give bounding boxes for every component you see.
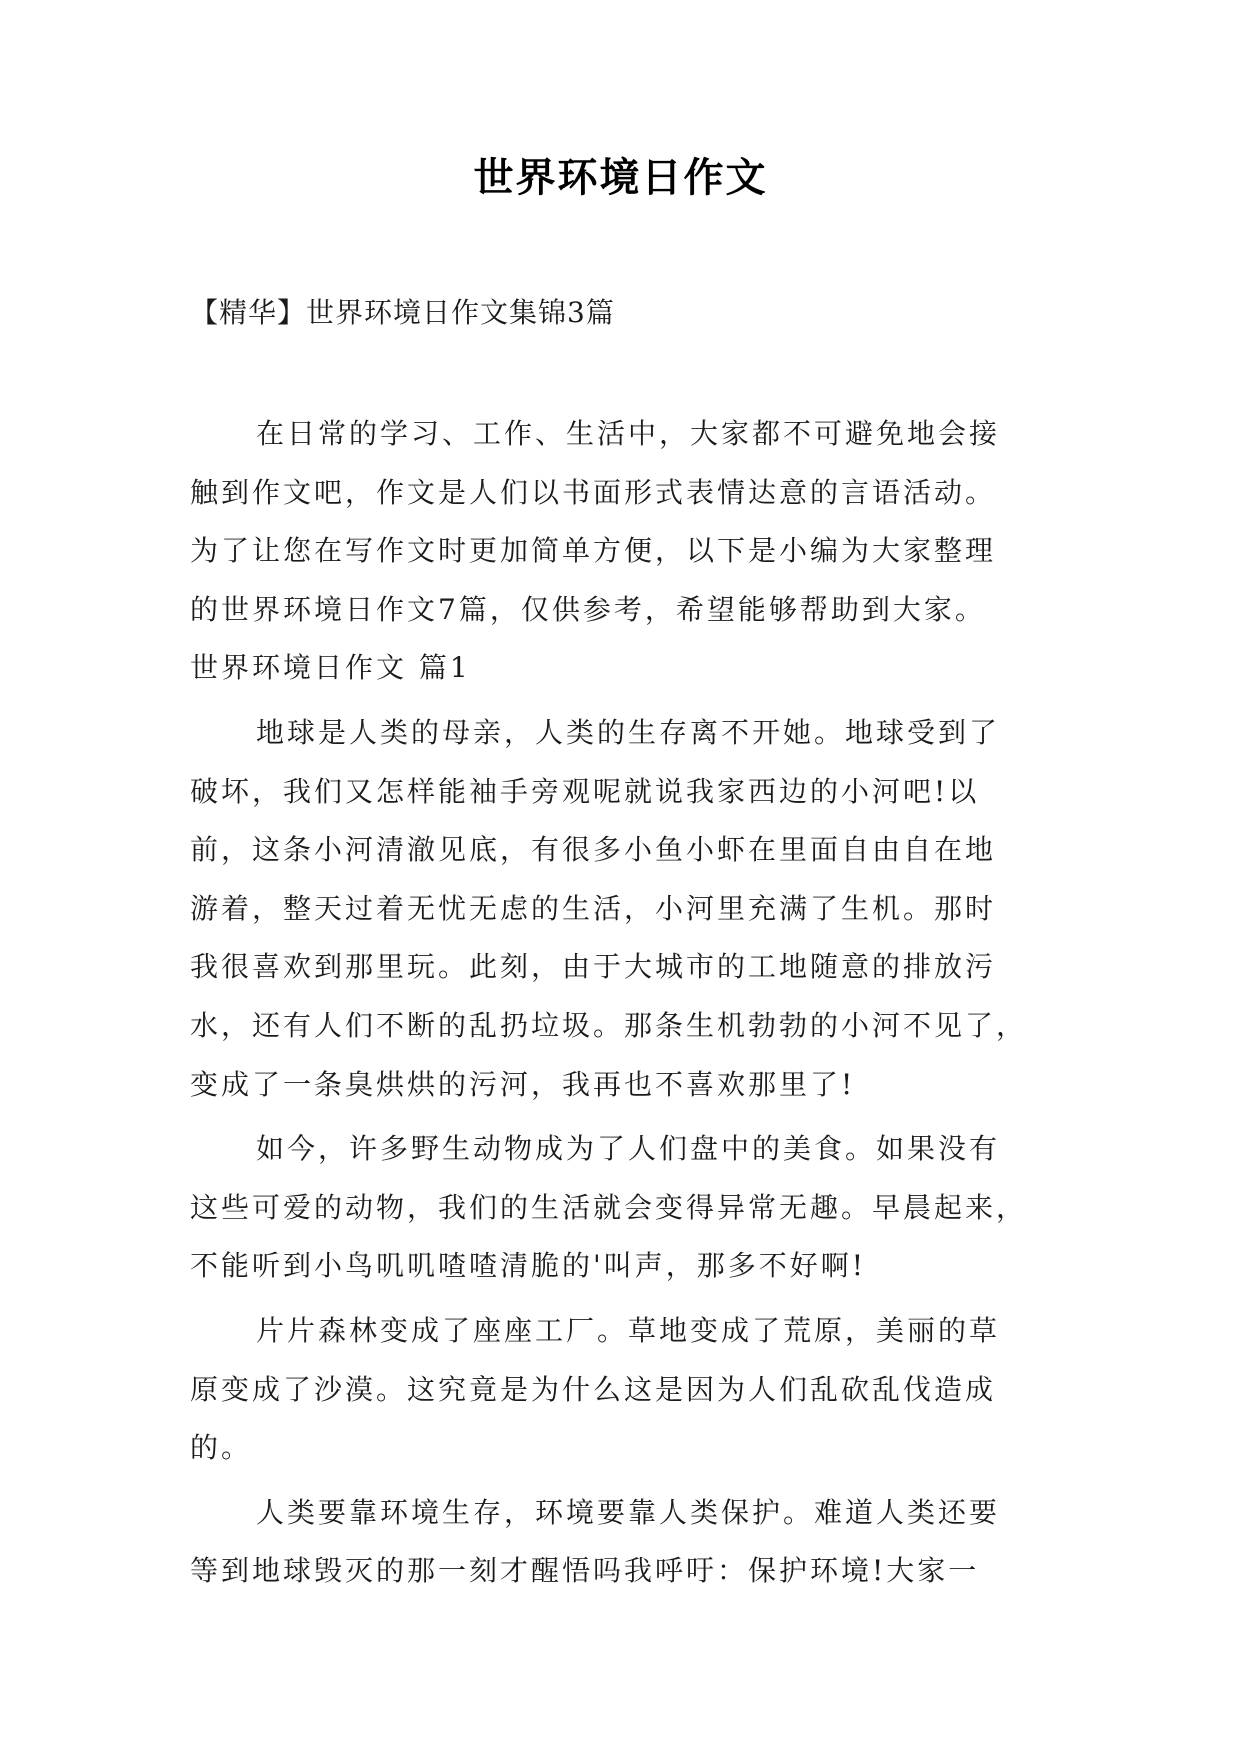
document-subtitle: 【精华】世界环境日作文集锦3篇	[190, 296, 615, 329]
text-line: 世界环境日作文 篇1	[190, 651, 471, 685]
paragraph-first-line: 地球是人类的母亲，人类的生存离不开她。地球受到了	[256, 715, 1001, 749]
paragraph-first-line: 片片森林变成了座座工厂。草地变成了荒原，美丽的草	[256, 1313, 1001, 1347]
paragraph-first-line: 在日常的学习、工作、生活中，大家都不可避免地会接	[256, 417, 1001, 450]
text-line: 变成了一条臭烘烘的污河，我再也不喜欢那里了!	[190, 1067, 856, 1101]
document-title: 世界环境日作文	[473, 154, 768, 201]
text-line: 原变成了沙漠。这究竟是为什么这是因为人们乱砍乱伐造成	[190, 1372, 997, 1406]
text-line: 这些可爱的动物，我们的生活就会变得异常无趣。早晨起来，	[190, 1190, 1028, 1224]
text-line: 的世界环境日作文7篇，仅供参考，希望能够帮助到大家。	[190, 592, 986, 626]
text-line: 我很喜欢到那里玩。此刻，由于大城市的工地随意的排放污	[190, 950, 997, 984]
text-line: 为了让您在写作文时更加简单方便，以下是小编为大家整理	[190, 534, 997, 568]
text-line: 的。	[190, 1431, 253, 1465]
text-line: 不能听到小鸟叽叽喳喳清脆的'叫声，那多不好啊!	[190, 1249, 866, 1283]
text-line: 触到作文吧，作文是人们以书面形式表情达意的言语活动。	[190, 475, 997, 509]
text-line: 水，还有人们不断的乱扔垃圾。那条生机勃勃的小河不见了，	[190, 1008, 1028, 1042]
text-line: 前，这条小河清澈见底，有很多小鱼小虾在里面自由自在地	[190, 833, 997, 867]
text-line: 游着，整天过着无忧无虑的生活，小河里充满了生机。那时	[190, 891, 997, 925]
document-body	[190, 405, 1070, 1601]
text-line: 破坏，我们又怎样能袖手旁观呢就说我家西边的小河吧!以	[190, 774, 980, 808]
paragraph-first-line: 如今，许多野生动物成为了人们盘中的美食。如果没有	[256, 1132, 1001, 1166]
paragraph-first-line: 人类要靠环境生存，环境要靠人类保护。难道人类还要	[256, 1495, 1001, 1529]
text-line: 等到地球毁灭的那一刻才醒悟吗我呼吁：保护环境!大家一	[190, 1554, 980, 1588]
